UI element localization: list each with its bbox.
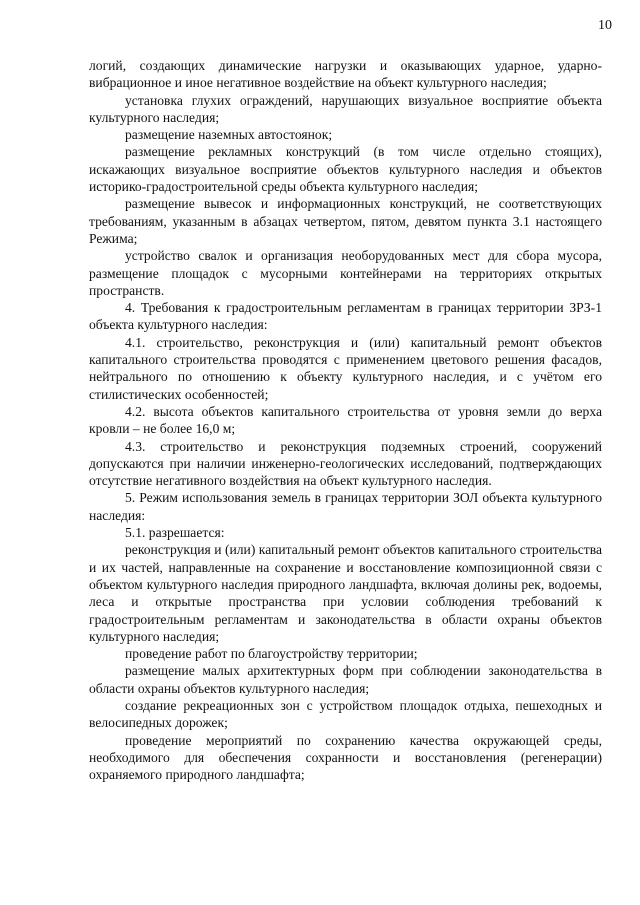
section-heading-paragraph: 4. Требования к градостроительным регламентам в границах территории ЗРЗ-1 объекта культурного наследия: (89, 300, 602, 333)
paragraph: 4.1. строительство, реконструкция и (или) капитальный ремонт объектов капитального строительства проводятся с применением цветового решения фасадов, нейтрального по отношению к объекту культурного наследия, и с учётом его стилистических особенностей; (89, 334, 602, 402)
paragraph: устройство свалок и организация необорудованных мест для сбора мусора, размещение площадок с мусорными контейнерами на территориях открытых пространств. (89, 248, 602, 298)
paragraph: реконструкция и (или) капитальный ремонт объектов капитального строительства и их частей, направленные на сохранение и восстановление композиционной связи с объектом культурного наследия природного ландшафта, включая долины рек, водоемы, леса и открытые пространства при условии соблюдения требований к градостроительным регламентам и законодательства в области охраны объектов культурного наследия; (89, 542, 602, 644)
section-heading-paragraph: 5. Режим использования земель в границах территории ЗОЛ объекта культурного наследия: (89, 490, 602, 523)
paragraph: 4.2. высота объектов капитального строительства от уровня земли до верха кровли – не более 16,0 м; (89, 403, 602, 437)
page-number: 10 (598, 18, 612, 33)
paragraph: 5.1. разрешается: (125, 525, 225, 541)
paragraph: 4.3. строительство и реконструкция подземных строений, сооружений допускаются при наличии инженерно-геологических исследований, подтверждающих отсутствие негативного воздействия на объект культурного наследия. (89, 438, 602, 489)
paragraph: логий, создающих динамические нагрузки и оказывающих ударное, ударно-вибрационное и иное негативное воздействие на объект культурного наследия; (89, 58, 602, 91)
paragraph: размещение наземных автостоянок; (125, 127, 333, 143)
paragraph: установка глухих ограждений, нарушающих визуальное восприятие объекта культурного наследия; (89, 92, 602, 125)
paragraph: размещение вывесок и информационных конструкций, не соответствующих требованиям, указанным в абзацах четвертом, пятом, девятом пункта 3.1 настоящего Режима; (89, 196, 602, 246)
paragraph: проведение работ по благоустройству территории; (125, 646, 418, 662)
document-body (89, 57, 602, 783)
paragraph: проведение мероприятий по сохранению качества окружающей среды, необходимого для обеспечения сохранности и восстановления (регенерации) охраняемого природного ландшафта; (89, 732, 602, 783)
paragraph: создание рекреационных зон с устройством площадок отдыха, пешеходных и велосипедных дорожек; (89, 697, 602, 731)
paragraph: размещение малых архитектурных форм при соблюдении законодательства в области охраны объектов культурного наследия; (89, 663, 602, 696)
paragraph: размещение рекламных конструкций (в том числе отдельно стоящих), искажающих визуальное восприятие объектов культурного наследия и объектов историко-градостроительной среды объекта культурного наследия; (89, 144, 602, 195)
